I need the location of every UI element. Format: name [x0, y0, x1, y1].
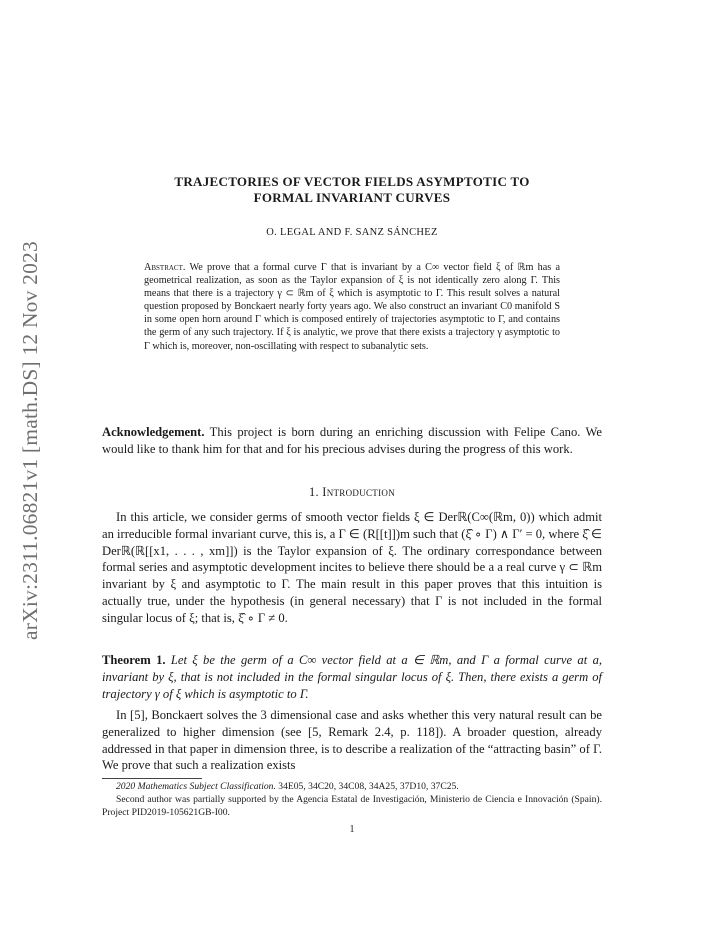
intro-paragraph: In this article, we consider germs of smooth vector fields ξ ∈ Derℝ(C∞(ℝm, 0)) which admit an irreducible formal invariant curve, this is, a Γ ∈ (R[[t]])m such that (ξ̂ ∘ Γ) ∧ Γ′ = 0, where ξ̂ ∈ Derℝ(ℝ[[x1, . . . , xm]]) is the Taylor expansion of ξ. The ordinary correspondance between formal series and asymptotic development incites to believe there should be a a real curve γ ⊂ ℝm invariant by ξ and asymptotic to Γ. The main result in this paper proves that this intuition is actually true, under the hypothesis (in general necessary) that Γ is not included in the formal singular locus of ξ; that is, ξ̂ ∘ Γ ≠ 0.: [102, 510, 602, 625]
msc-footnote: [102, 781, 602, 794]
abstract-label: Abstract.: [144, 262, 186, 273]
paragraph-2: In [5], Bonckaert solves the 3 dimensional case and asks whether this very natural result can be generalized to higher dimension (see [5, Remark 2.4, p. 118]). A broader question, already addressed in that paper in dimension three, is to describe a realization of the “attracting basin” of Γ. We prove that such a realization exists: [102, 708, 602, 773]
abstract: [144, 261, 560, 353]
section-heading: 1. Introduction: [308, 485, 395, 499]
authors: O. LEGAL AND F. SANZ SÁNCHEZ: [266, 227, 438, 238]
acknowledgement-text: This project is born during an enriching discussion with Felipe Cano. We would like to thank him for that and for his precious advises during the progress of this work.: [102, 425, 603, 456]
title-line-2: FORMAL INVARIANT CURVES: [253, 190, 451, 205]
funding-footnote: Second author was partially supported by the Agencia Estatal de Investigación, Ministerio de Ciencia e Innovación (Spain). Project PID2019-105621GB-I00.: [102, 793, 602, 818]
arxiv-identifier: arXiv:2311.06821v1 [math.DS] 12 Nov 2023: [18, 241, 42, 640]
theorem-label: Theorem 1.: [102, 653, 166, 667]
msc-codes: 34E05, 34C20, 34C08, 34A25, 37D10, 37C25.: [278, 781, 459, 792]
page-number: 1: [349, 824, 355, 835]
theorem: [102, 652, 602, 702]
footnotes: [102, 781, 602, 819]
paper-title: [102, 174, 602, 206]
acknowledgement: [102, 424, 602, 458]
acknowledgement-label: Acknowledgement.: [102, 425, 205, 439]
abstract-text: We prove that a formal curve Γ that is invariant by a C∞ vector field ξ of ℝm has a geometrical realization, as soon as the Taylor expansion of ξ is not identically zero along Γ. This means that there is a trajectory γ ⊂ ℝm of ξ which is asymptotic to Γ. This result solves a natural question proposed by Bonckaert nearly forty years ago. We also construct an invariant C0 manifold S in some open horn around Γ which is composed entirely of trajectories asymptotic to Γ, and contains the germ of any such trajectory. If ξ is analytic, we prove that there exists a trajectory γ asymptotic to Γ which is, moreover, non-oscillating with respect to subanalytic sets.: [144, 262, 560, 352]
theorem-statement: Let ξ be the germ of a C∞ vector field at a ∈ ℝm, and Γ a formal curve at a, invariant by ξ, that is not included in the formal singular locus of ξ. Then, there exists a germ of trajectory γ of ξ which is asymptotic to Γ.: [102, 653, 603, 701]
footnote-rule: [102, 778, 202, 779]
title-line-1: TRAJECTORIES OF VECTOR FIELDS ASYMPTOTIC TO: [174, 174, 530, 189]
msc-label: 2020 Mathematics Subject Classification.: [116, 781, 276, 792]
